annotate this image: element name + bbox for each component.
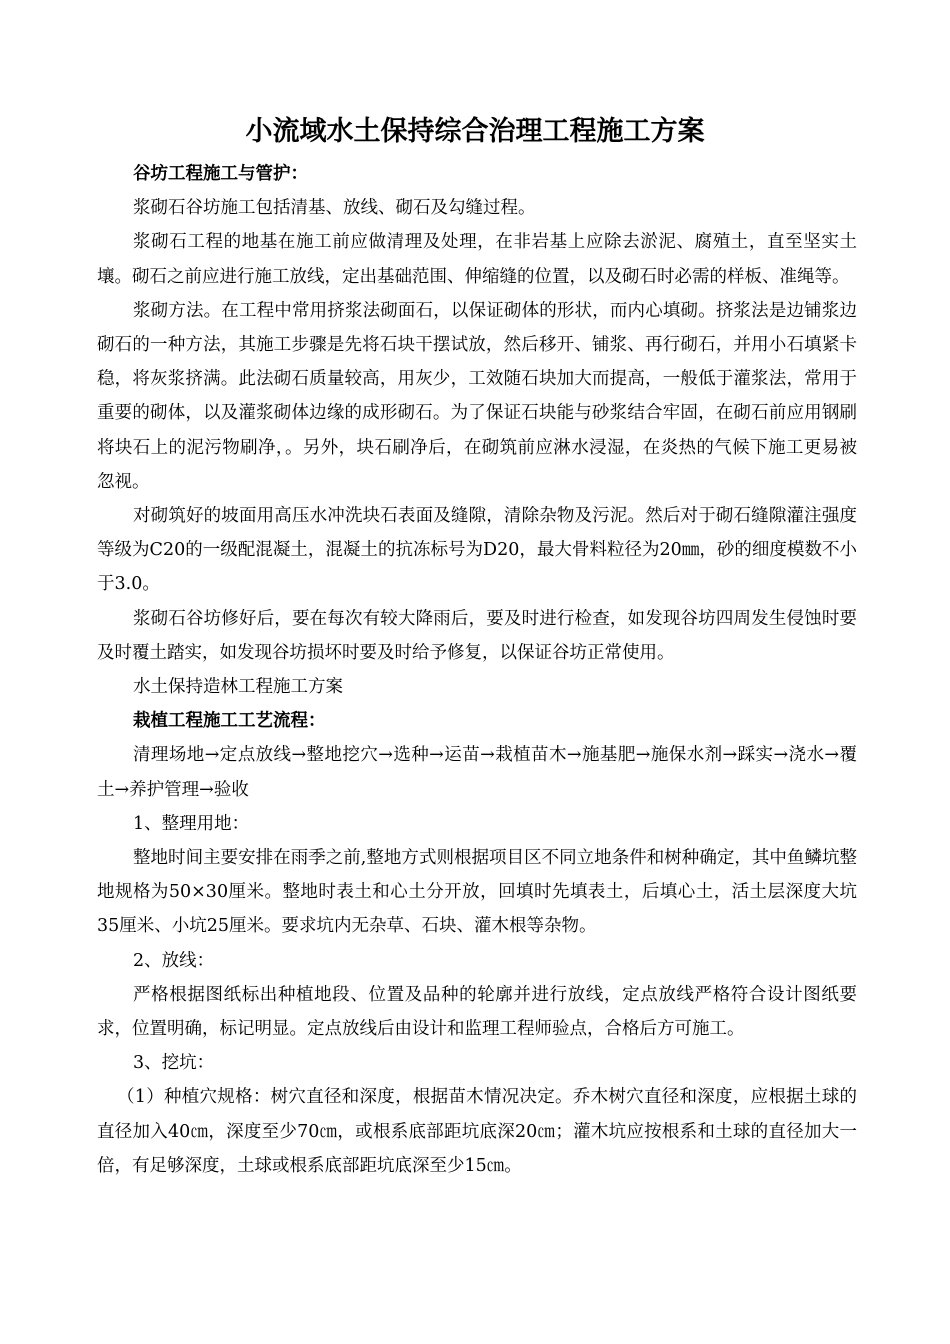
paragraph: 浆砌石谷坊修好后，要在每次有较大降雨后，要及时进行检查，如发现谷坊四周发生侵蚀时要及时覆土踏实，如发现谷坊损坏时要及时给予修复，以保证谷坊正常使用。 xyxy=(97,608,857,663)
section-heading-afforestation: 水土保持造林工程施工方案 xyxy=(133,677,343,698)
paragraph: 浆砌石工程的地基在施工前应做清理及处理，在非岩基上应除去淤泥、腐殖土，直至坚实土壤。砌石之前应进行施工放线，定出基础范围、伸缩缝的位置，以及砌石时必需的样板、准绳等。 xyxy=(97,232,857,287)
subheading-layout: 2、放线： xyxy=(133,950,215,971)
section-heading-planting-process: 栽植工程施工工艺流程： xyxy=(133,711,326,732)
subheading-site-preparation: 1、整理用地： xyxy=(133,813,250,834)
document-title: 小流域水土保持综合治理工程施工方案 xyxy=(245,116,705,147)
paragraph: 整地时间主要安排在雨季之前,整地方式则根据项目区不同立地条件和树种确定，其中鱼鳞坑整地规格为50×30厘米。整地时表土和心土分开放，回填时先填表土，后填心土，活土层深度大坑35厘米、小坑25厘米。要求坑内无杂草、石块、灌木根等杂物。 xyxy=(97,848,857,937)
process-flow: 清理场地→定点放线→整地挖穴→选种→运苗→栽植苗木→施基肥→施保水剂→踩实→浇水→覆土→养护管理→验收 xyxy=(97,745,857,800)
section-heading-check-dam: 谷坊工程施工与管护： xyxy=(133,164,308,184)
paragraph: 严格根据图纸标出种植地段、位置及品种的轮廓并进行放线，定点放线严格符合设计图纸要求，位置明确，标记明显。定点放线后由设计和监理工程师验点，合格后方可施工。 xyxy=(97,984,857,1040)
paragraph: 浆砌石谷坊施工包括清基、放线、砌石及勾缝过程。 xyxy=(133,198,536,219)
subheading-digging: 3、挖坑： xyxy=(133,1053,215,1074)
paragraph: （1）种植穴规格：树穴直径和深度，根据苗木情况决定。乔木树穴直径和深度，应根据土球的直径加入40㎝，深度至少70㎝，或根系底部距坑底深20㎝；灌木坑应按根系和土球的直径加大一倍，有足够深度，土球或根系底部距坑底深至少15㎝。 xyxy=(97,1087,857,1176)
paragraph: 对砌筑好的坡面用高压水冲洗块石表面及缝隙，清除杂物及污泥。然后对于砌石缝隙灌注强度等级为C20的一级配混凝土，混凝土的抗冻标号为D20，最大骨料粒径为20㎜，砂的细度模数不小于3.0。 xyxy=(97,506,857,595)
paragraph: 浆砌方法。在工程中常用挤浆法砌面石，以保证砌体的形状，而内心填砌。挤浆法是边铺浆边砌石的一种方法，其施工步骤是先将石块干摆试放，然后移开、铺浆、再行砌石，并用小石填紧卡稳，将灰浆挤满。此法砌石质量较高，用灰少，工效随石块加大而提高，一般低于灌浆法，常用于重要的砌体，以及灌浆砌体边缘的成形砌石。为了保证石块能与砂浆结合牢固，在砌石前应用钢刷将块石上的泥污物刷净，。另外，块石刷净后，在砌筑前应淋水浸湿，在炎热的气候下施工更易被忽视。 xyxy=(97,300,857,492)
document-body xyxy=(97,157,857,1183)
